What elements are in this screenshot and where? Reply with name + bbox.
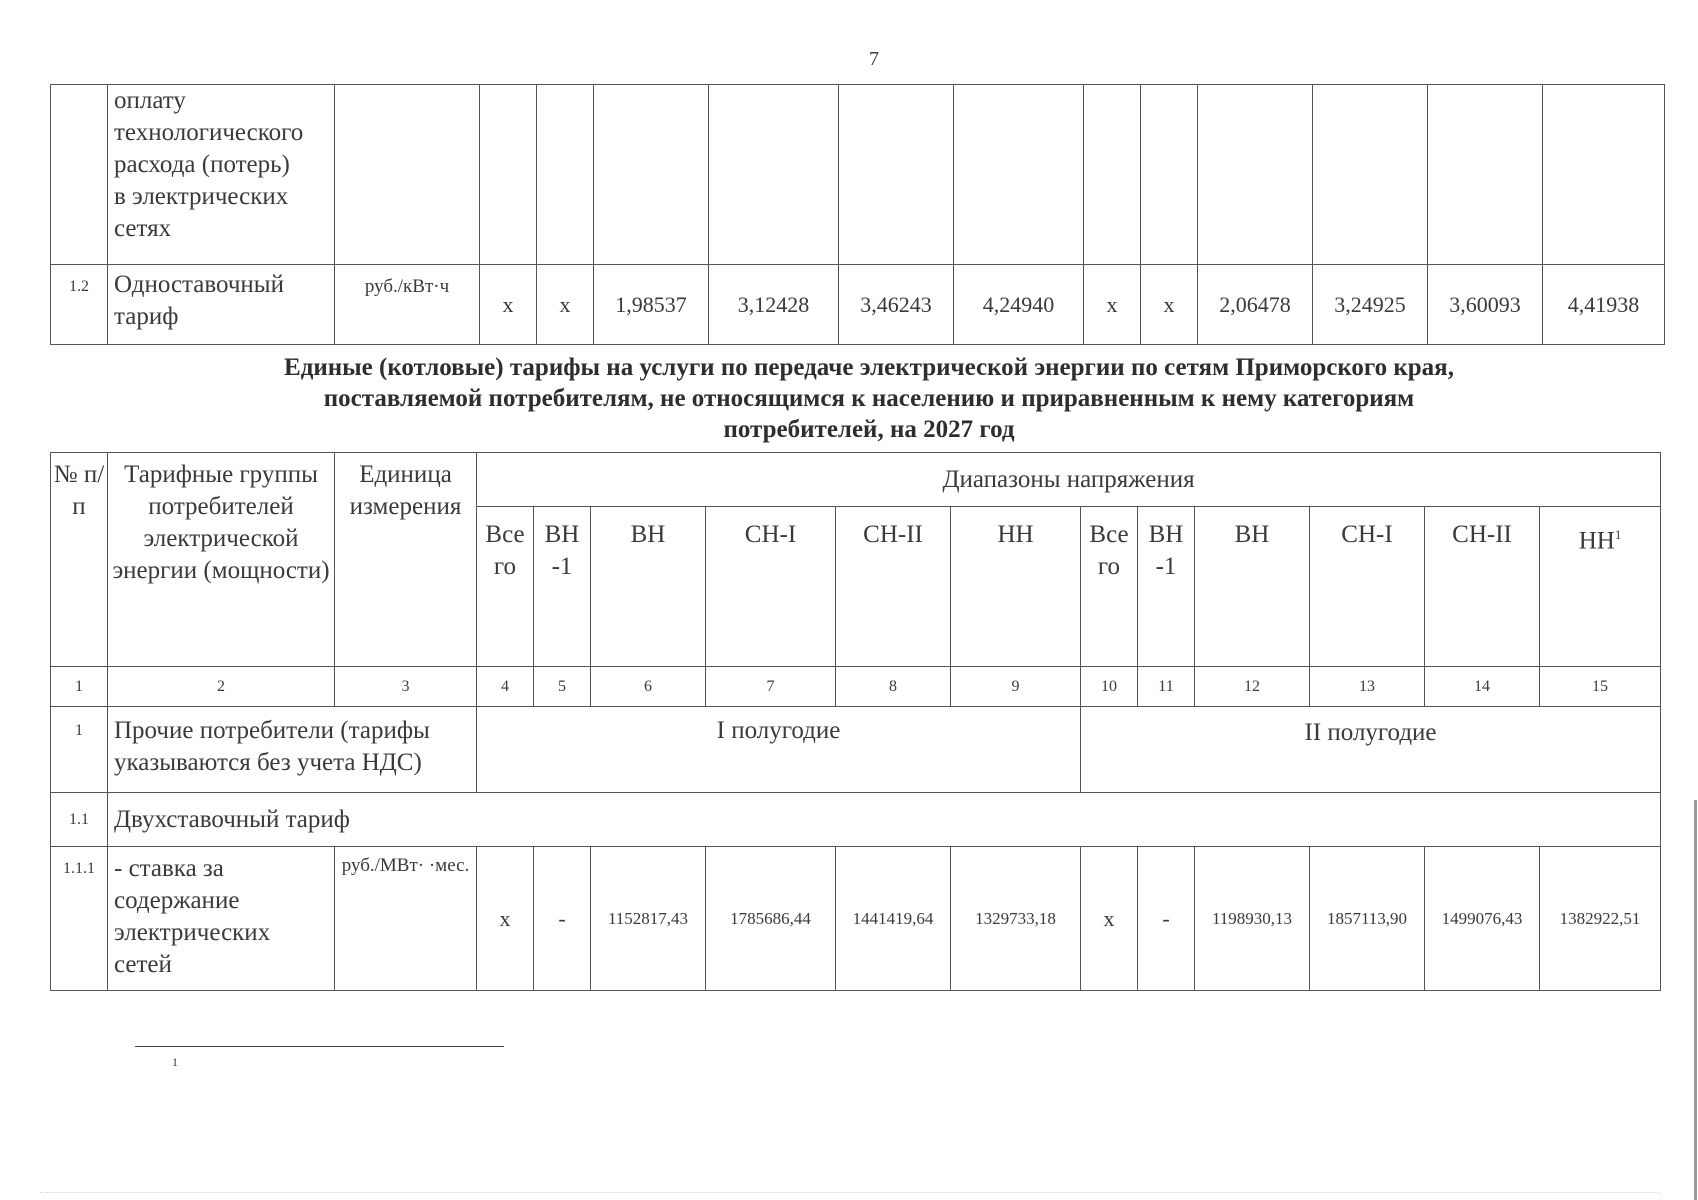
column-number-row xyxy=(51,667,1661,707)
header-sub-cell: ВН -1 xyxy=(1138,507,1195,667)
value-cell: 1441419,64 xyxy=(836,847,951,991)
value-cell: х xyxy=(537,265,594,345)
value-cell: - xyxy=(534,847,591,991)
scan-edge xyxy=(1694,800,1697,1200)
column-number: 7 xyxy=(706,667,836,707)
column-number: 1 xyxy=(51,667,108,707)
header-sub-cell: Все го xyxy=(1081,507,1138,667)
tariff-group-name: оплату технологического расхода (потерь) в электрических сетях xyxy=(108,85,335,265)
tariff-group-name: Одноставочный тариф xyxy=(108,265,335,345)
half-year-2: II полугодие xyxy=(1081,707,1661,793)
value-cell: 4,41938 xyxy=(1543,265,1665,345)
tariff-table-continuation xyxy=(50,84,1665,345)
header-sub-cell: ВН xyxy=(591,507,706,667)
unit-cell: руб./МВт· ·мес. xyxy=(335,847,477,991)
half-year-1: I полугодие xyxy=(477,707,1081,793)
header-sub-cell: $НН^1$ xyxy=(1540,507,1661,667)
column-number: 12 xyxy=(1195,667,1310,707)
value-cell: 1857113,90 xyxy=(1310,847,1425,991)
header-sub-cell: СН-II xyxy=(836,507,951,667)
header-sub-cell: Все го xyxy=(477,507,534,667)
scan-noise xyxy=(40,1192,1660,1193)
footnote-mark: 1 xyxy=(172,1055,178,1069)
value-cell: - xyxy=(1138,847,1195,991)
column-number: 3 xyxy=(335,667,477,707)
value-cell: 3,12428 xyxy=(709,265,839,345)
value-cell: 1499076,43 xyxy=(1425,847,1540,991)
row-number: 1.2 xyxy=(51,265,108,345)
tariff-type-name: Двухставочный тариф xyxy=(108,793,1661,847)
value-cell: х xyxy=(1141,265,1198,345)
row-number: 1 xyxy=(51,707,108,793)
value-cell: 2,06478 xyxy=(1198,265,1313,345)
value-cell: 1152817,43 xyxy=(591,847,706,991)
value-cell: х xyxy=(480,265,537,345)
column-number: 15 xyxy=(1540,667,1661,707)
rate-name: - ставка за содержание электрических сетей xyxy=(108,847,335,991)
header-sub-cell: СН-I xyxy=(706,507,836,667)
value-cell: 3,60093 xyxy=(1428,265,1543,345)
value-cell: 1,98537 xyxy=(594,265,709,345)
header-row-number: № п/п xyxy=(51,453,108,667)
tariff-table-2027 xyxy=(50,452,1661,991)
value-cell: х xyxy=(1084,265,1141,345)
header-sub-cell: ВН xyxy=(1195,507,1310,667)
header-row xyxy=(51,453,1661,507)
value-cell: х xyxy=(477,847,534,991)
page-number: 7 xyxy=(869,48,879,70)
table-row xyxy=(51,707,1661,793)
value-cell: 1382922,51 xyxy=(1540,847,1661,991)
value-cell: х xyxy=(1081,847,1138,991)
value-cell: 1329733,18 xyxy=(951,847,1081,991)
column-number: 13 xyxy=(1310,667,1425,707)
column-number: 14 xyxy=(1425,667,1540,707)
header-tariff-groups: Тарифные группы потребителей электрической энергии (мощности) xyxy=(108,453,335,667)
table-row xyxy=(51,85,1665,265)
row-number xyxy=(51,85,108,265)
table-row xyxy=(51,265,1665,345)
header-sub-cell: ВН -1 xyxy=(534,507,591,667)
column-number: 10 xyxy=(1081,667,1138,707)
value-cell: 3,24925 xyxy=(1313,265,1428,345)
tariff-group-name: Прочие потребители (тарифы указываются без учета НДС) xyxy=(108,707,477,793)
header-sub-cell: НН xyxy=(951,507,1081,667)
table-row xyxy=(51,847,1661,991)
value-cell: 1785686,44 xyxy=(706,847,836,991)
value-cell: 1198930,13 xyxy=(1195,847,1310,991)
column-number: 9 xyxy=(951,667,1081,707)
header-voltage-ranges: Диапазоны напряжения xyxy=(477,453,1661,507)
value-cell: 3,46243 xyxy=(839,265,954,345)
column-number: 6 xyxy=(591,667,706,707)
section-title: Единые (котловые) тарифы на услуги по передаче электрической энергии по сетям Приморского края, поставляемой потребителям, не относящимся к населению и приравненным к нему категориям потребителей, на 2027 год xyxy=(284,354,1454,443)
column-number: 2 xyxy=(108,667,335,707)
column-number: 11 xyxy=(1138,667,1195,707)
value-cell: 4,24940 xyxy=(954,265,1084,345)
header-sub-cell: СН-II xyxy=(1425,507,1540,667)
unit-cell: руб./кВт·ч xyxy=(335,265,480,345)
column-number: 4 xyxy=(477,667,534,707)
footnote-separator xyxy=(135,1046,504,1047)
footnote-reference: 1 xyxy=(1614,527,1622,542)
table-row xyxy=(51,793,1661,847)
column-number: 8 xyxy=(836,667,951,707)
header-sub-cell: СН-I xyxy=(1310,507,1425,667)
header-unit: Единица измерения xyxy=(335,453,477,667)
column-number: 5 xyxy=(534,667,591,707)
row-number: 1.1 xyxy=(51,793,108,847)
row-number: 1.1.1 xyxy=(51,847,108,991)
